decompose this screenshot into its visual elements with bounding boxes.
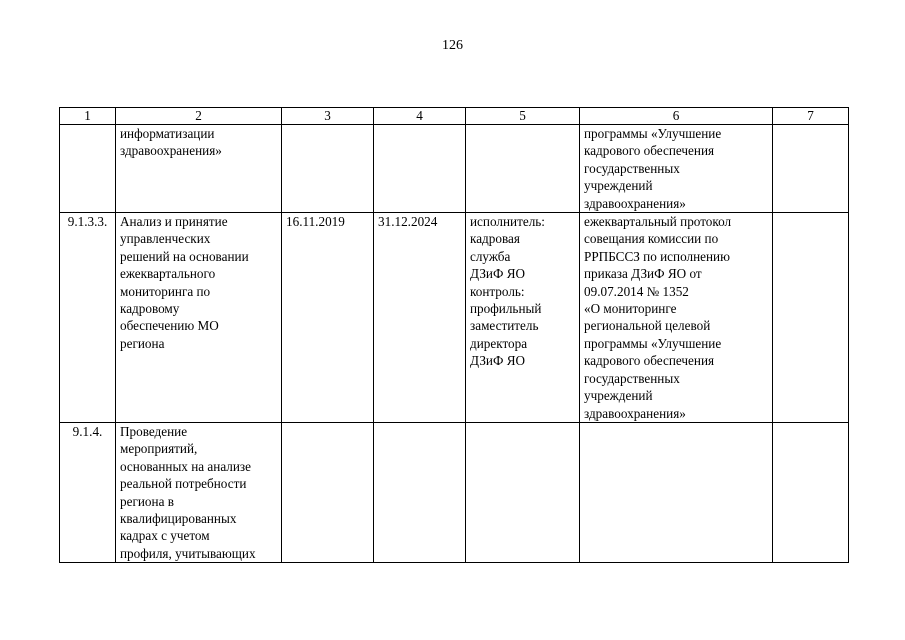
cell-text-line: РРПБССЗ по исполнению (584, 248, 730, 264)
cell-text-line: Анализ и принятие (120, 214, 228, 230)
cell-text-line: государственных (584, 370, 680, 386)
header-cell: 4 (374, 108, 466, 125)
cell-text-line: профиля, учитывающих (120, 545, 256, 561)
cell-text-line: директора (470, 335, 528, 351)
cell-text-line: квалифицированных (120, 510, 237, 526)
cell-text-line: профильный (470, 301, 542, 317)
cell-text-line: учреждений (584, 178, 653, 194)
cell-text-line: здравоохранения» (584, 195, 686, 211)
cell-text-line: заместитель (470, 318, 539, 334)
cell-text-line: совещания комиссии по (584, 231, 719, 247)
responsible-cell (466, 125, 580, 213)
header-cell: 6 (580, 108, 773, 125)
cell-text-line: решений на основании (120, 248, 249, 264)
cell-text-line: управленческих (120, 231, 211, 247)
cell-text-line: ежеквартального (120, 266, 216, 282)
cell-text-line: обеспечению МО (120, 318, 219, 334)
cell-text-line: ежеквартальный протокол (584, 214, 732, 230)
cell-text-line: мероприятий, (120, 441, 198, 457)
cell-text-line: «О мониторинге (584, 301, 677, 317)
measure-cell (116, 422, 282, 562)
cell-text-line: кадрах с учетом (120, 528, 210, 544)
responsible-cell (466, 422, 580, 562)
result-cell (580, 422, 773, 562)
cell-text-line: государственных (584, 160, 680, 176)
cell-text-line: контроль: (470, 283, 525, 299)
cell-text-line: кадрового обеспечения (584, 143, 715, 159)
cell-text-line: ДЗиФ ЯО (470, 353, 526, 369)
result-cell (580, 125, 773, 213)
start-date-cell (282, 125, 374, 213)
end-date-cell (374, 422, 466, 562)
item-number-cell: 9.1.4. (60, 422, 116, 562)
measure-cell (116, 125, 282, 213)
cell-text-line: региона в (120, 493, 174, 509)
header-cell: 2 (116, 108, 282, 125)
cell-text-line: служба (470, 248, 511, 264)
cell-text-line: информатизации (120, 126, 215, 141)
header-cell: 1 (60, 108, 116, 125)
note-cell (773, 422, 849, 562)
cell-text-line: ДЗиФ ЯО (470, 266, 526, 282)
note-cell (773, 213, 849, 423)
cell-text-line: Проведение (120, 423, 188, 439)
header-cell: 3 (282, 108, 374, 125)
plan-table (59, 107, 849, 563)
cell-text-line: программы «Улучшение (584, 126, 722, 141)
cell-text-line: кадрового обеспечения (584, 353, 715, 369)
cell-text-line: мониторинга по (120, 283, 211, 299)
cell-text-line: региональной целевой (584, 318, 711, 334)
cell-text-line: исполнитель: (470, 214, 545, 230)
page-number: 126 (442, 38, 463, 53)
cell-text-line: 09.07.2014 № 1352 (584, 283, 689, 299)
cell-text-line: приказа ДЗиФ ЯО от (584, 266, 702, 282)
cell-text-line: региона (120, 335, 165, 351)
cell-text-line: основанных на анализе (120, 458, 251, 474)
header-cell: 7 (773, 108, 849, 125)
cell-text-line: кадровому (120, 301, 180, 317)
responsible-cell (466, 213, 580, 423)
table-row (60, 213, 849, 423)
item-number-cell: 9.1.3.3. (60, 213, 116, 423)
cell-text-line: реальной потребности (120, 476, 247, 492)
cell-text-line: кадровая (470, 231, 520, 247)
item-number-cell (60, 125, 116, 213)
end-date-cell: 31.12.2024 (374, 213, 466, 423)
cell-text-line: программы «Улучшение (584, 335, 722, 351)
table-header-row (60, 108, 849, 125)
end-date-cell (374, 125, 466, 213)
result-cell (580, 213, 773, 423)
measure-cell (116, 213, 282, 423)
note-cell (773, 125, 849, 213)
cell-text-line: здравоохранения» (120, 143, 222, 159)
start-date-cell (282, 422, 374, 562)
header-cell: 5 (466, 108, 580, 125)
cell-text-line: учреждений (584, 388, 653, 404)
table-row (60, 125, 849, 213)
table-row (60, 422, 849, 562)
cell-text-line: здравоохранения» (584, 405, 686, 421)
start-date-cell: 16.11.2019 (282, 213, 374, 423)
